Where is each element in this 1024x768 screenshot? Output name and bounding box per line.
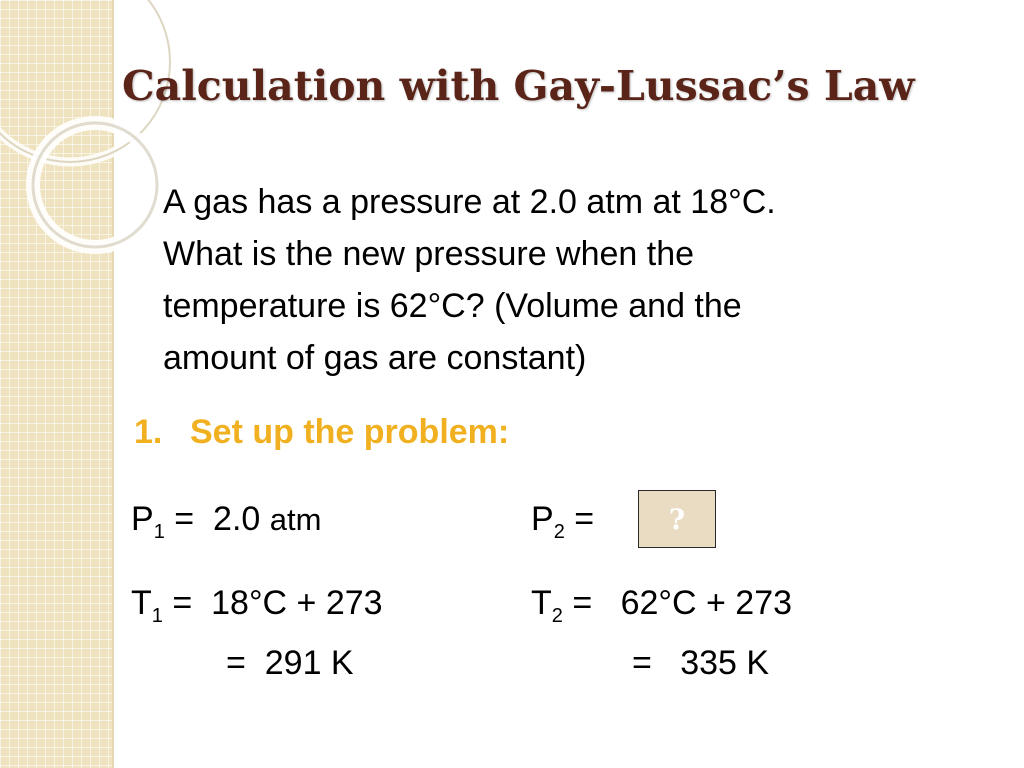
t1-expression: 18°C + 273 xyxy=(211,584,383,622)
p1-unit: atm xyxy=(269,502,322,537)
p1-row xyxy=(131,500,321,544)
t2-subscript: 2 xyxy=(551,605,563,627)
t2-result: = 335 K xyxy=(632,644,770,682)
t2-expression: 62°C + 273 xyxy=(620,584,793,622)
t1-equals: = xyxy=(172,584,193,622)
p2-unknown: ? xyxy=(668,502,686,536)
t1-result: = 291 K xyxy=(226,644,354,682)
p2-symbol: P xyxy=(531,500,554,538)
step-number: 1. xyxy=(134,413,163,451)
step-label: Set up the problem: xyxy=(190,413,510,451)
p1-value: 2.0 xyxy=(213,500,261,538)
p1-subscript: 1 xyxy=(153,521,165,543)
problem-line: A gas has a pressure at 2.0 atm at 18°C. xyxy=(163,183,776,221)
problem-statement xyxy=(163,176,963,384)
problem-line: temperature is 62°C? (Volume and the xyxy=(163,287,742,325)
problem-line: amount of gas are constant) xyxy=(163,339,587,377)
p2-unknown-box xyxy=(638,490,716,548)
t2-row xyxy=(531,584,792,628)
inner-ring-outline xyxy=(33,123,157,247)
t2-symbol: T xyxy=(531,584,552,622)
t2-equals: = xyxy=(572,584,593,622)
p2-row xyxy=(531,500,594,544)
t1-subscript: 1 xyxy=(151,605,163,627)
p2-subscript: 2 xyxy=(553,521,565,543)
problem-line: What is the new pressure when the xyxy=(163,235,695,273)
p1-symbol: P xyxy=(131,500,154,538)
p2-equals: = xyxy=(574,500,595,538)
t1-row xyxy=(131,584,383,628)
slide-title: Calculation with Gay-Lussac’s Law xyxy=(122,62,915,110)
p1-equals: = xyxy=(174,500,195,538)
step-heading xyxy=(134,413,509,452)
t1-symbol: T xyxy=(131,584,152,622)
